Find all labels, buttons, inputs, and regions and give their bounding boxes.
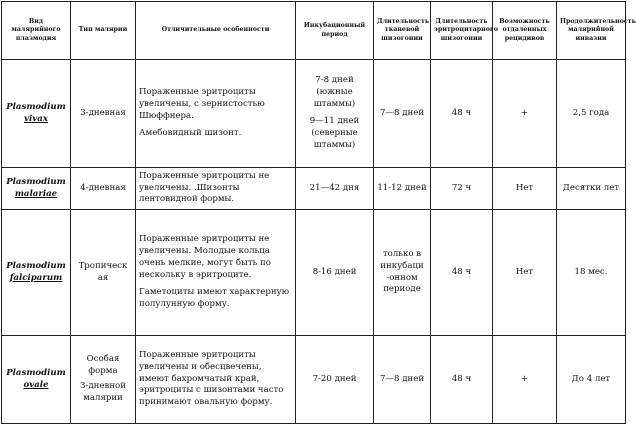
incubation-cell: 21—42 дня [296, 168, 374, 210]
erythro-cell: 48 ч [431, 60, 493, 168]
table-row [2, 210, 626, 336]
erythro-cell: 48 ч [431, 336, 493, 424]
incubation-cell: 8-16 дней [296, 210, 374, 336]
tissue-cell: 7—8 дней [374, 60, 431, 168]
header-duration: Продолжительность малярийной инвазии [557, 2, 626, 60]
features-cell: Пораженные эритроциты увеличены и обесцвечены, имеют бахромчатый край, эритроциты с шизонтами часто принимают овальную форму. [136, 336, 296, 424]
tissue-cell: 7—8 дней [374, 336, 431, 424]
duration-cell: Десятки лет [557, 168, 626, 210]
type-cell: Особая форма 3-дневной малярии [71, 336, 136, 424]
duration-cell: До 4 лет [557, 336, 626, 424]
incubation-cell: 7-8 дней (южные штаммы) 9—11 дней (северные штаммы) [296, 60, 374, 168]
features-cell: Пораженные эритроциты не увеличены. Молодые кольца очень мелкие, могут быть по нескольку в эритроците. Гаметоциты имеют характерную полулунную форму. [136, 210, 296, 336]
type-cell: Тропическ ая [71, 210, 136, 336]
species-cell: Plasmodium falciparum [2, 210, 71, 336]
species-cell: Plasmodium ovale [2, 336, 71, 424]
species-cell: Plasmodium vivax [2, 60, 71, 168]
erythro-cell: 72 ч [431, 168, 493, 210]
table-row [2, 168, 626, 210]
header-tissue-schizogony: Длительность тканевой шизогонии [374, 2, 431, 60]
erythro-cell: 48 ч [431, 210, 493, 336]
relapse-cell: Нет [493, 168, 557, 210]
malaria-table [1, 1, 636, 424]
header-species: Вид малярийного плазмодия [2, 2, 71, 60]
relapse-cell: + [493, 60, 557, 168]
features-cell: Пораженные эритроциты увеличены, с зернистостью Шюффнера. Амебовидный шизонт. [136, 60, 296, 168]
type-cell: 3-дневная [71, 60, 136, 168]
relapse-cell: + [493, 336, 557, 424]
type-cell: 4-дневная [71, 168, 136, 210]
header-type: Тип малярии [71, 2, 136, 60]
features-cell: Пораженные эритроциты не увеличены. .Шизонты лентовидной формы. [136, 168, 296, 210]
incubation-cell: 7-20 дней [296, 336, 374, 424]
header-incubation: Инкубационный период [296, 2, 374, 60]
tissue-cell: 11-12 дней [374, 168, 431, 210]
duration-cell: 2,5 года [557, 60, 626, 168]
tissue-cell: только в инкубаци -онном периоде [374, 210, 431, 336]
header-relapses: Возможность отдаленных рецидивов [493, 2, 557, 60]
header-erythro-schizogony: Длительность эритроцитарного шизогонии [431, 2, 493, 60]
table-row [2, 336, 626, 424]
relapse-cell: Нет [493, 210, 557, 336]
duration-cell: 18 мес. [557, 210, 626, 336]
header-features: Отличительные особенности [136, 2, 296, 60]
table-row [2, 60, 626, 168]
header-row [2, 2, 626, 60]
species-cell: Plasmodium malariae [2, 168, 71, 210]
